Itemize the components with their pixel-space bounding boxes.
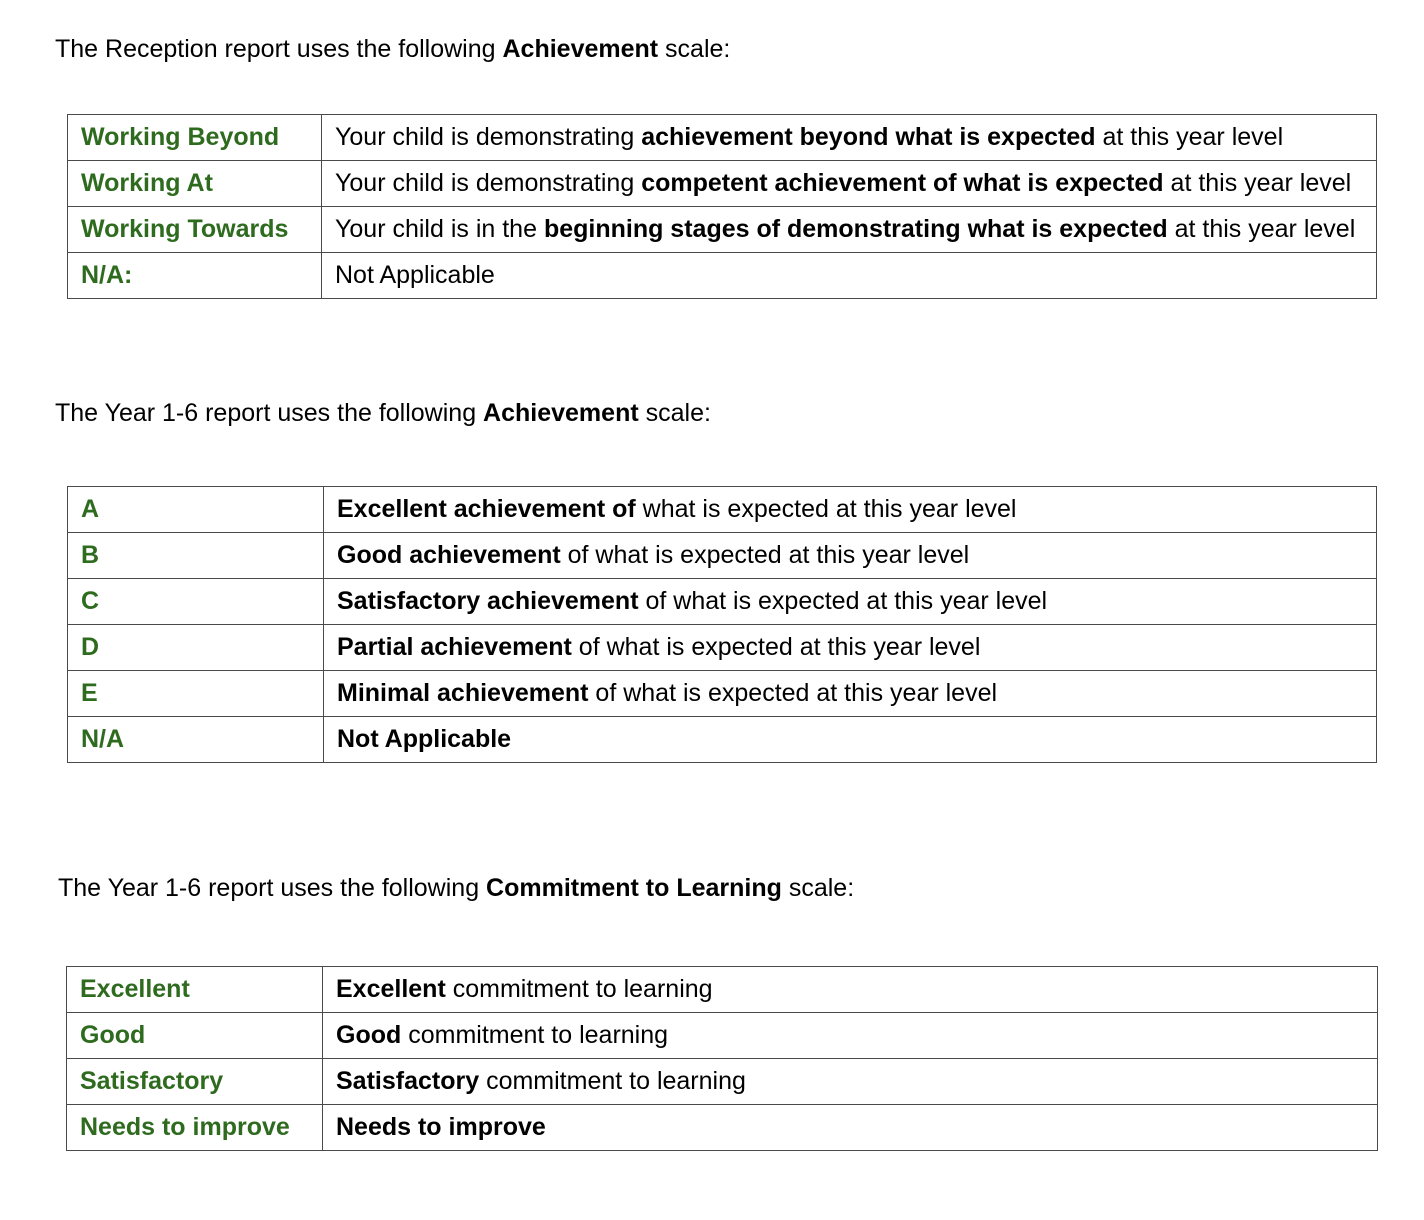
description-text: Your child is demonstrating [335,169,642,197]
table-row [68,207,1377,253]
description-emphasis: Not Applicable [337,725,512,753]
description-text: of what is expected at this year level [560,541,970,569]
description-emphasis: Excellent achievement of [337,495,636,523]
description-text: of what is expected at this year level [588,679,998,707]
table-row [67,1105,1378,1151]
description-text: Not Applicable [335,261,495,289]
description-text: what is expected at this year level [635,495,1017,523]
description-emphasis: beginning stages of demonstrating what is expected [543,215,1168,243]
table-row [68,717,1377,763]
scale-description [324,671,1377,717]
description-emphasis: Satisfactory achievement [337,587,639,615]
scale-description [323,1013,1378,1059]
description-text: at this year level [1167,215,1356,243]
scale-description [324,487,1377,533]
description-emphasis: Satisfactory [336,1067,480,1095]
table-row [67,1013,1378,1059]
reception-intro-post: scale: [658,35,731,63]
scale-description [322,161,1377,207]
description-emphasis: achievement beyond what is expected [641,123,1096,151]
description-text: Your child is demonstrating [335,123,642,151]
scale-term: B [68,533,324,579]
year-achievement-table [67,486,1377,763]
description-emphasis: Minimal achievement [337,679,589,707]
description-text: of what is expected at this year level [571,633,981,661]
table-row [67,967,1378,1013]
table-row [68,115,1377,161]
scale-description [324,625,1377,671]
description-text: commitment to learning [445,975,713,1003]
table-row [68,671,1377,717]
scale-term: Working Towards [68,207,322,253]
scale-description [323,1059,1378,1105]
scale-description [322,115,1377,161]
year-achievement-intro-post: scale: [638,399,711,427]
table-row [68,579,1377,625]
scale-term: N/A: [68,253,322,299]
description-text: Your child is in the [335,215,544,243]
table-row [68,253,1377,299]
scale-description [322,207,1377,253]
year-commitment-table [66,966,1378,1151]
table-row [68,533,1377,579]
scale-term: Satisfactory [67,1059,323,1105]
scale-description [323,1105,1378,1151]
table-row [68,625,1377,671]
year-commitment-intro-pre: The Year 1-6 report uses the following [58,874,487,902]
scale-term: Excellent [67,967,323,1013]
description-emphasis: Needs to improve [336,1113,546,1141]
description-emphasis: competent achievement of what is expected [641,169,1164,197]
scale-term: A [68,487,324,533]
scale-description [324,579,1377,625]
description-emphasis: Excellent [336,975,446,1003]
description-text: at this year level [1095,123,1284,151]
scale-description [323,967,1378,1013]
scale-term: Working At [68,161,322,207]
year-commitment-intro [58,873,854,903]
scale-term: Needs to improve [67,1105,323,1151]
year-commitment-intro-post: scale: [781,874,855,902]
description-emphasis: Good [336,1021,402,1049]
scale-term: C [68,579,324,625]
scale-term: E [68,671,324,717]
table-row [68,487,1377,533]
reception-intro-pre: The Reception report uses the following [55,35,503,63]
scale-term: D [68,625,324,671]
description-text: at this year level [1163,169,1352,197]
reception-achievement-table [67,114,1377,299]
reception-intro-bold: Achievement [502,35,659,63]
scale-description [322,253,1377,299]
description-emphasis: Good achievement [337,541,561,569]
description-text: of what is expected at this year level [638,587,1048,615]
reception-intro [55,34,730,64]
scale-term: N/A [68,717,324,763]
table-row [68,161,1377,207]
year-achievement-intro-pre: The Year 1-6 report uses the following [55,399,484,427]
description-emphasis: Partial achievement [337,633,572,661]
year-commitment-intro-bold: Commitment to Learning [486,874,782,902]
scale-description [324,533,1377,579]
year-achievement-intro [55,398,711,428]
description-text: commitment to learning [479,1067,746,1095]
scale-description [324,717,1377,763]
description-text: commitment to learning [401,1021,669,1049]
scale-term: Working Beyond [68,115,322,161]
year-achievement-intro-bold: Achievement [483,399,639,427]
scale-term: Good [67,1013,323,1059]
table-row [67,1059,1378,1105]
